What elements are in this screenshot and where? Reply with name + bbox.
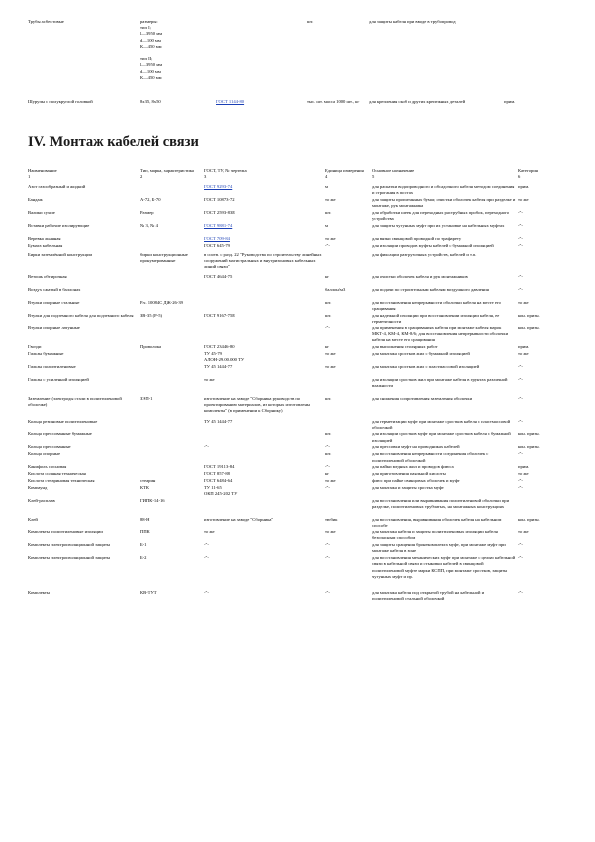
cell-gost: ГОСТ 19113-84	[204, 463, 235, 469]
cell-unit: -"-	[325, 555, 330, 561]
cell-name: Кольца резиновые полиэтиленовые	[28, 419, 98, 425]
cell-unit: кг	[325, 273, 330, 279]
cell-name: Компаунд	[28, 484, 48, 490]
cell-type: КТК	[140, 484, 149, 490]
cell-gost: ГОСТ 23446-80	[204, 344, 235, 350]
cell-purpose: для герметизации муфт при монтаже сростков кабеля с пластмассовой оболочкой	[372, 419, 511, 431]
cell-unit	[325, 252, 372, 274]
cell-type: № 3, № 4	[140, 222, 158, 228]
table-row	[28, 19, 568, 99]
cell-type: Размер	[140, 209, 154, 215]
cell-category: -"-	[518, 377, 523, 383]
cell-name: Втулки опорные стальные	[28, 299, 80, 305]
table-row	[28, 451, 574, 463]
cell-purpose: для подачи по строительным кабелям воздушного давления	[372, 286, 489, 292]
cell-name: Воздух сжатый в баллонах	[28, 286, 81, 292]
table-row	[28, 325, 574, 344]
cell-unit: шт.	[325, 396, 332, 402]
cell-name: Гильзы бумажные	[28, 351, 64, 357]
header-category: Категория	[518, 168, 538, 173]
table-row	[28, 464, 574, 471]
cell-purpose: для восстановления, выравнивания оболочек кабеля на кабельном способе	[372, 516, 502, 529]
cell-category: прим.	[518, 463, 530, 469]
cell-purpose: для защиты пропитанных бумаг, очистки оболочек кабеля при разделке и монтаже, рук монтажника	[372, 196, 516, 208]
cell-type	[140, 184, 204, 196]
cell-name: Веревка льняная	[28, 235, 61, 241]
cell-type: 8х35, 8х50	[140, 99, 161, 104]
cell-unit	[325, 377, 372, 396]
cell-gost: -"-	[204, 590, 209, 596]
cell-purpose: для монтажа сростков жил с бумажной изоляцией	[372, 351, 470, 357]
table-row	[28, 529, 574, 542]
cell-purpose: для раскатки водопроводного и обсадочного кабеля методом соединения и строгания в постах	[372, 184, 515, 196]
cell-category: -"-	[518, 555, 523, 561]
cell-type	[140, 431, 204, 444]
cell-unit: то же	[325, 351, 336, 357]
top-table	[28, 19, 568, 105]
cell-name: Кольца опорные	[28, 451, 61, 457]
cell-unit: -"-	[325, 590, 330, 596]
cell-unit: -"-	[325, 542, 330, 548]
cell-unit: шт.	[325, 299, 332, 305]
cell-unit: шт.	[325, 431, 332, 437]
cell-type	[140, 243, 204, 252]
cell-name: Клей	[28, 516, 38, 522]
cell-category: кон. призн.	[518, 312, 540, 318]
cell-name: Ветошь обтирочная	[28, 273, 67, 279]
cell-purpose: для вязки свинцовой проводкой по трафарету	[372, 235, 462, 241]
header-name: Наименование	[28, 168, 57, 173]
cell-name: Вставки рабочие изолирующие	[28, 222, 90, 228]
cell-gost: -"-	[204, 542, 209, 548]
cell-type: А-72, Б-70	[140, 196, 161, 202]
cell-gost: ТУ 45 1444-77	[204, 364, 233, 370]
column-number: 5	[372, 174, 375, 180]
cell-purpose: для надежной изоляции при восстановлении изоляции кабеля, ее герметичности	[372, 312, 500, 324]
cell-purpose: для фиксации разгрузочных устройств, кабелей и т.п.	[372, 251, 477, 257]
cell-name: Комплекты электроизоляционной защиты	[28, 555, 111, 561]
table-row	[28, 478, 574, 485]
cell-purpose: флюс при пайке свинцовых оболочек и муфт	[372, 477, 460, 483]
cell-name: Втулки для подземного кабеля для подземного кабеля	[28, 312, 134, 318]
cell-type: Б-1	[140, 542, 147, 548]
cell-category: то же	[518, 529, 529, 535]
cell-unit: -"-	[325, 242, 330, 248]
cell-unit: то же	[325, 235, 336, 241]
cell-unit	[325, 498, 372, 517]
cell-name: Трубы асбестовые	[28, 19, 64, 24]
column-number: 2	[140, 174, 143, 180]
table-row	[28, 243, 574, 252]
cell-category: кон. призн.	[518, 431, 540, 437]
cell-purpose: для изоляции сростков жил при монтаже кабеля в грунтах различной влажности	[372, 377, 508, 389]
cell-category: кон. призн.	[518, 325, 540, 331]
cell-name: Азот газообразный и жидкий	[28, 184, 86, 190]
cell-category: -"-	[518, 286, 523, 292]
cell-type: размеры: тип I; l—3950 мм d—100 мм К—450 мм тип II; l—3950 мм d—100 мм К—450 мм	[140, 19, 163, 80]
cell-category: -"-	[518, 222, 523, 228]
cell-unit: то же	[325, 196, 336, 202]
cell-unit: -"-	[325, 444, 330, 450]
cell-unit: то же	[325, 529, 336, 535]
table-row	[28, 517, 574, 529]
cell-type: ЗЭП-1	[140, 396, 153, 402]
cell-purpose: для снижения сопротивления заземления оболочки	[372, 396, 473, 402]
header-purpose: Основное назначение	[372, 168, 415, 173]
cell-name: Кислота стеариновая техническая	[28, 477, 95, 483]
cell-purpose: для восстановления непрерывности оболочки кабеля на месте его сращивания	[372, 299, 501, 311]
header-type: Тип, марка, характеристика	[140, 168, 194, 173]
cell-purpose: для монтажа сростков жил с пластмассовой изоляцией	[372, 364, 480, 370]
cell-gost-link[interactable]: ГОСТ 1144-80	[216, 99, 245, 104]
cell-gost: изготовление на заводе "Сборника руководств по проектированию материалов, из которых изготовлены комплекты" (в применении к Сборнику)	[204, 396, 310, 414]
table-row	[28, 419, 574, 431]
cell-type	[140, 325, 204, 344]
cell-gost: ГОСТ 9167-75Е	[204, 312, 236, 318]
cell-name: Клей-расплав	[28, 497, 55, 503]
table-row	[28, 485, 574, 498]
cell-name: Втулки опорные латунные	[28, 325, 80, 331]
cell-type: Проволока	[140, 344, 162, 350]
cell-name: Кольца прессованные бумажные	[28, 431, 92, 437]
cell-category: -"-	[518, 396, 523, 402]
cell-gost: ТУ 45 1444-77	[204, 419, 233, 425]
cell-type: Б-2	[140, 555, 147, 561]
cell-gost: ГОСТ 4644-75	[204, 273, 233, 279]
cell-name: Шурупы с полукруглой головкой	[28, 99, 93, 104]
cell-gost: ГОСТ 2593-83Е	[204, 209, 236, 215]
cell-unit: -"-	[325, 325, 330, 331]
table-row	[28, 555, 574, 590]
cell-purpose: для изоляции сростков муфт при монтаже сростков кабеля с бумажной изоляцией	[372, 431, 511, 443]
cell-gost-link[interactable]: ГОСТ 709-84	[204, 235, 230, 241]
cell-unit: то же	[325, 477, 336, 483]
cell-category: прим.	[518, 344, 530, 350]
cell-category: кон. призн.	[518, 444, 540, 450]
cell-category: -"-	[518, 273, 523, 279]
table-row	[28, 210, 574, 223]
cell-gost: ГОСТ 10873-72	[204, 196, 235, 202]
table-row	[28, 590, 574, 606]
cell-category: -"-	[518, 590, 523, 596]
cell-gost	[204, 451, 325, 463]
cell-type	[140, 377, 204, 396]
cell-type: ППК	[140, 529, 150, 535]
cell-type: стеарин	[140, 477, 156, 483]
column-number: 1	[28, 174, 31, 180]
cell-category	[504, 19, 568, 99]
materials-table	[28, 168, 574, 606]
table-row	[28, 542, 574, 555]
cell-category: -"-	[518, 209, 523, 215]
cell-unit: м	[325, 222, 328, 228]
cell-category: -"-	[518, 242, 523, 248]
cell-type: бирки конструкционные пронумерованные	[140, 251, 188, 263]
table-row	[28, 396, 574, 419]
cell-name: Гильзы полиэтиленовые	[28, 364, 76, 370]
cell-purpose: для пайки медных жил и проводов флюса	[372, 463, 454, 469]
cell-unit: кг	[325, 344, 330, 350]
cell-gost	[204, 498, 325, 517]
header-gost: ГОСТ, ТУ, № чертежа	[204, 168, 247, 173]
table-row	[28, 197, 574, 210]
cell-gost: ТУ 45-79 АЛОН-29.00.000 ТУ	[204, 351, 245, 363]
cell-name: Кислота соляная техническая	[28, 470, 86, 476]
cell-unit: шт.	[325, 451, 332, 457]
header-unit: Единица измерения	[325, 168, 364, 173]
cell-type	[140, 236, 204, 243]
table-row	[28, 498, 574, 517]
cell-name: Комплекты электроизоляционной защиты	[28, 542, 111, 548]
cell-gost: то же	[204, 377, 215, 383]
cell-purpose: для восстановления механических муфт при монтаже с целью кабельной связи в кабельной связи и стыковки кабелей в свинцовой полиэтиленовой муфте марки КСПП, при монтаже сростков, защиты чугунных муфт и пр.	[372, 555, 516, 579]
cell-purpose: для монтажа кабеля и защиты полиэтиленовых изоляции кабеля безопасным способом	[372, 529, 498, 541]
cell-purpose: для восстановления непрерывности соединения оболочек с полиэтиленовой оболочкой	[372, 451, 489, 463]
cell-gost: ТУ 11-65 ОКП 245-202 ТУ	[204, 484, 238, 497]
cell-category: кон. призн.	[518, 516, 540, 522]
cell-unit: шт.	[325, 209, 332, 215]
cell-type	[140, 444, 204, 451]
cell-type	[140, 451, 204, 463]
cell-category: то же	[518, 299, 529, 305]
cell-name: Заземление (электроды стали в полиэтиленовой оболочке)	[28, 396, 122, 408]
cell-purpose: для монтажа и защиты сростка муфт	[372, 484, 444, 490]
section-title: IV. Монтаж кабелей связи	[28, 134, 199, 150]
column-number: 4	[325, 174, 328, 180]
cell-purpose: для очистки оболочек кабеля и рук монтажников	[372, 273, 468, 279]
cell-purpose: для приготовления паяльной кислоты	[372, 470, 446, 476]
cell-gost: ГОСТ 6484-64	[204, 477, 233, 483]
cell-type: Р.ч. 10084С ДЖ-26-39	[140, 299, 183, 305]
cell-purpose: для монтажа кабеля под открытой трубой на кабельной и полиэтиленовой стальной оболочкой	[372, 590, 485, 602]
cell-gost-link[interactable]: ГОСТ 9881-74	[204, 222, 233, 228]
table-row	[28, 364, 574, 377]
cell-purpose: для защиты сращения бронекомплекта муфт, при монтаже муфт при монтаже кабеля в зоне	[372, 542, 506, 554]
cell-category: -"-	[518, 364, 523, 370]
cell-category: прим.	[504, 99, 516, 104]
cell-category: -"-	[518, 451, 523, 457]
cell-type: ЗВ-35 (Р-5)	[140, 312, 163, 318]
cell-category: -"-	[518, 235, 523, 241]
cell-type: 88-Н	[140, 516, 150, 522]
cell-purpose: для восстановления или выравнивания полиэтиленовой оболочки при разделке, полиэтиленовых трубчатых, на монтажных конструкциях	[372, 497, 510, 510]
table-row	[28, 184, 574, 196]
cell-gost	[204, 431, 325, 444]
cell-purpose: для применения в сращиваниях кабеля при монтаже кабеля марок МКТ-4, КМ-4, КМ-8/6; для восстановления непрерывности оболочки кабеля на месте его сращивания	[372, 325, 509, 343]
cell-unit: тыс. шт. масса 1000 шт., кг	[307, 99, 360, 104]
cell-unit	[325, 419, 372, 431]
table-row	[28, 351, 574, 364]
cell-gost: ГОСТ 857-88	[204, 470, 230, 476]
cell-purpose: для прессовки муфт на проводниках кабелей	[372, 444, 460, 450]
cell-gost: -"-	[204, 444, 209, 450]
cell-gost	[216, 19, 307, 99]
cell-type	[140, 471, 204, 478]
cell-gost: -"-	[204, 555, 209, 561]
cell-gost: то же	[204, 529, 215, 535]
cell-category	[518, 498, 574, 517]
cell-purpose: для обработки шеек для переходных раструбных пробок, переходного устройства	[372, 209, 510, 221]
cell-category: то же	[518, 470, 529, 476]
cell-unit: м	[325, 184, 328, 190]
cell-name: Бандаж	[28, 196, 43, 202]
cell-gost: ГОСТ 645-79	[204, 242, 230, 248]
cell-type	[140, 287, 204, 300]
cell-unit: баллон/м3	[325, 286, 346, 292]
cell-type	[140, 351, 204, 364]
table-row	[28, 274, 574, 287]
table-row	[28, 252, 574, 274]
cell-category: то же	[518, 351, 529, 357]
column-number: 3	[204, 174, 207, 180]
cell-unit: -"-	[325, 484, 330, 490]
cell-type	[140, 419, 204, 431]
table-row	[28, 471, 574, 478]
cell-name: Бумага кабельная	[28, 242, 63, 248]
cell-name: Комплекты	[28, 590, 51, 596]
cell-purpose: для крепления скоб и других крепежных деталей	[369, 99, 466, 104]
table-number-row	[28, 174, 574, 184]
cell-purpose: для защиты чугунных муфт при их установке на кабельных муфтах	[372, 222, 505, 228]
cell-type	[140, 464, 204, 471]
cell-gost	[204, 300, 325, 313]
cell-purpose: для защиты кабеля при вводе в трубопровод	[369, 19, 456, 24]
table-row	[28, 236, 574, 243]
table-row	[28, 313, 574, 325]
cell-purpose: для выполнения столярных работ	[372, 344, 438, 350]
cell-unit: шт.	[325, 312, 332, 318]
cell-type	[140, 274, 204, 287]
cell-gost	[204, 287, 325, 300]
cell-category: -"-	[518, 542, 523, 548]
cell-name: Бирки заземлённой конструкции	[28, 251, 92, 257]
table-row	[28, 431, 574, 444]
cell-type	[140, 364, 204, 377]
table-row	[28, 287, 574, 300]
cell-gost	[204, 325, 325, 344]
cell-category: то же	[518, 196, 529, 202]
cell-type: ГИПК-14-16	[140, 497, 165, 503]
table-row	[28, 444, 574, 451]
cell-category: -"-	[518, 484, 523, 490]
column-number: 6	[518, 174, 521, 180]
cell-gost: изготовление на заводе "Сборника"	[204, 516, 274, 522]
cell-name: Валики сухие	[28, 209, 55, 215]
table-row	[28, 300, 574, 313]
table-row	[28, 223, 574, 236]
cell-name: Гвозди	[28, 344, 42, 350]
cell-unit: шт.	[307, 19, 314, 24]
cell-purpose: для изоляции проводов муфты кабелей с бумажной изоляцией	[372, 242, 494, 248]
cell-name: Комплекты полиэтиленовые изоляции	[28, 529, 103, 535]
cell-gost: в соотв. с разд. 22 "Руководства по строительству линейных сооружений магистральных и внутризоновых кабельных линий связи"	[204, 251, 322, 270]
cell-unit: тюбик	[325, 516, 338, 522]
table-row	[28, 99, 568, 105]
cell-category: прим.	[518, 184, 530, 190]
cell-name: Канифоль сосновая	[28, 463, 67, 469]
cell-type: КВ-ТУТ	[140, 590, 157, 596]
cell-category: -"-	[518, 419, 523, 425]
cell-gost-link[interactable]: ГОСТ 9293-74	[204, 184, 233, 190]
cell-unit: -"-	[325, 463, 330, 469]
cell-name: Гильзы с усиленной изоляцией	[28, 377, 89, 383]
cell-name: Кольца прессованные	[28, 444, 71, 450]
cell-category	[518, 252, 574, 274]
table-row	[28, 377, 574, 396]
table-row	[28, 344, 574, 351]
cell-category: -"-	[518, 477, 523, 483]
cell-unit: то же	[325, 364, 336, 370]
cell-unit: кг	[325, 470, 330, 476]
